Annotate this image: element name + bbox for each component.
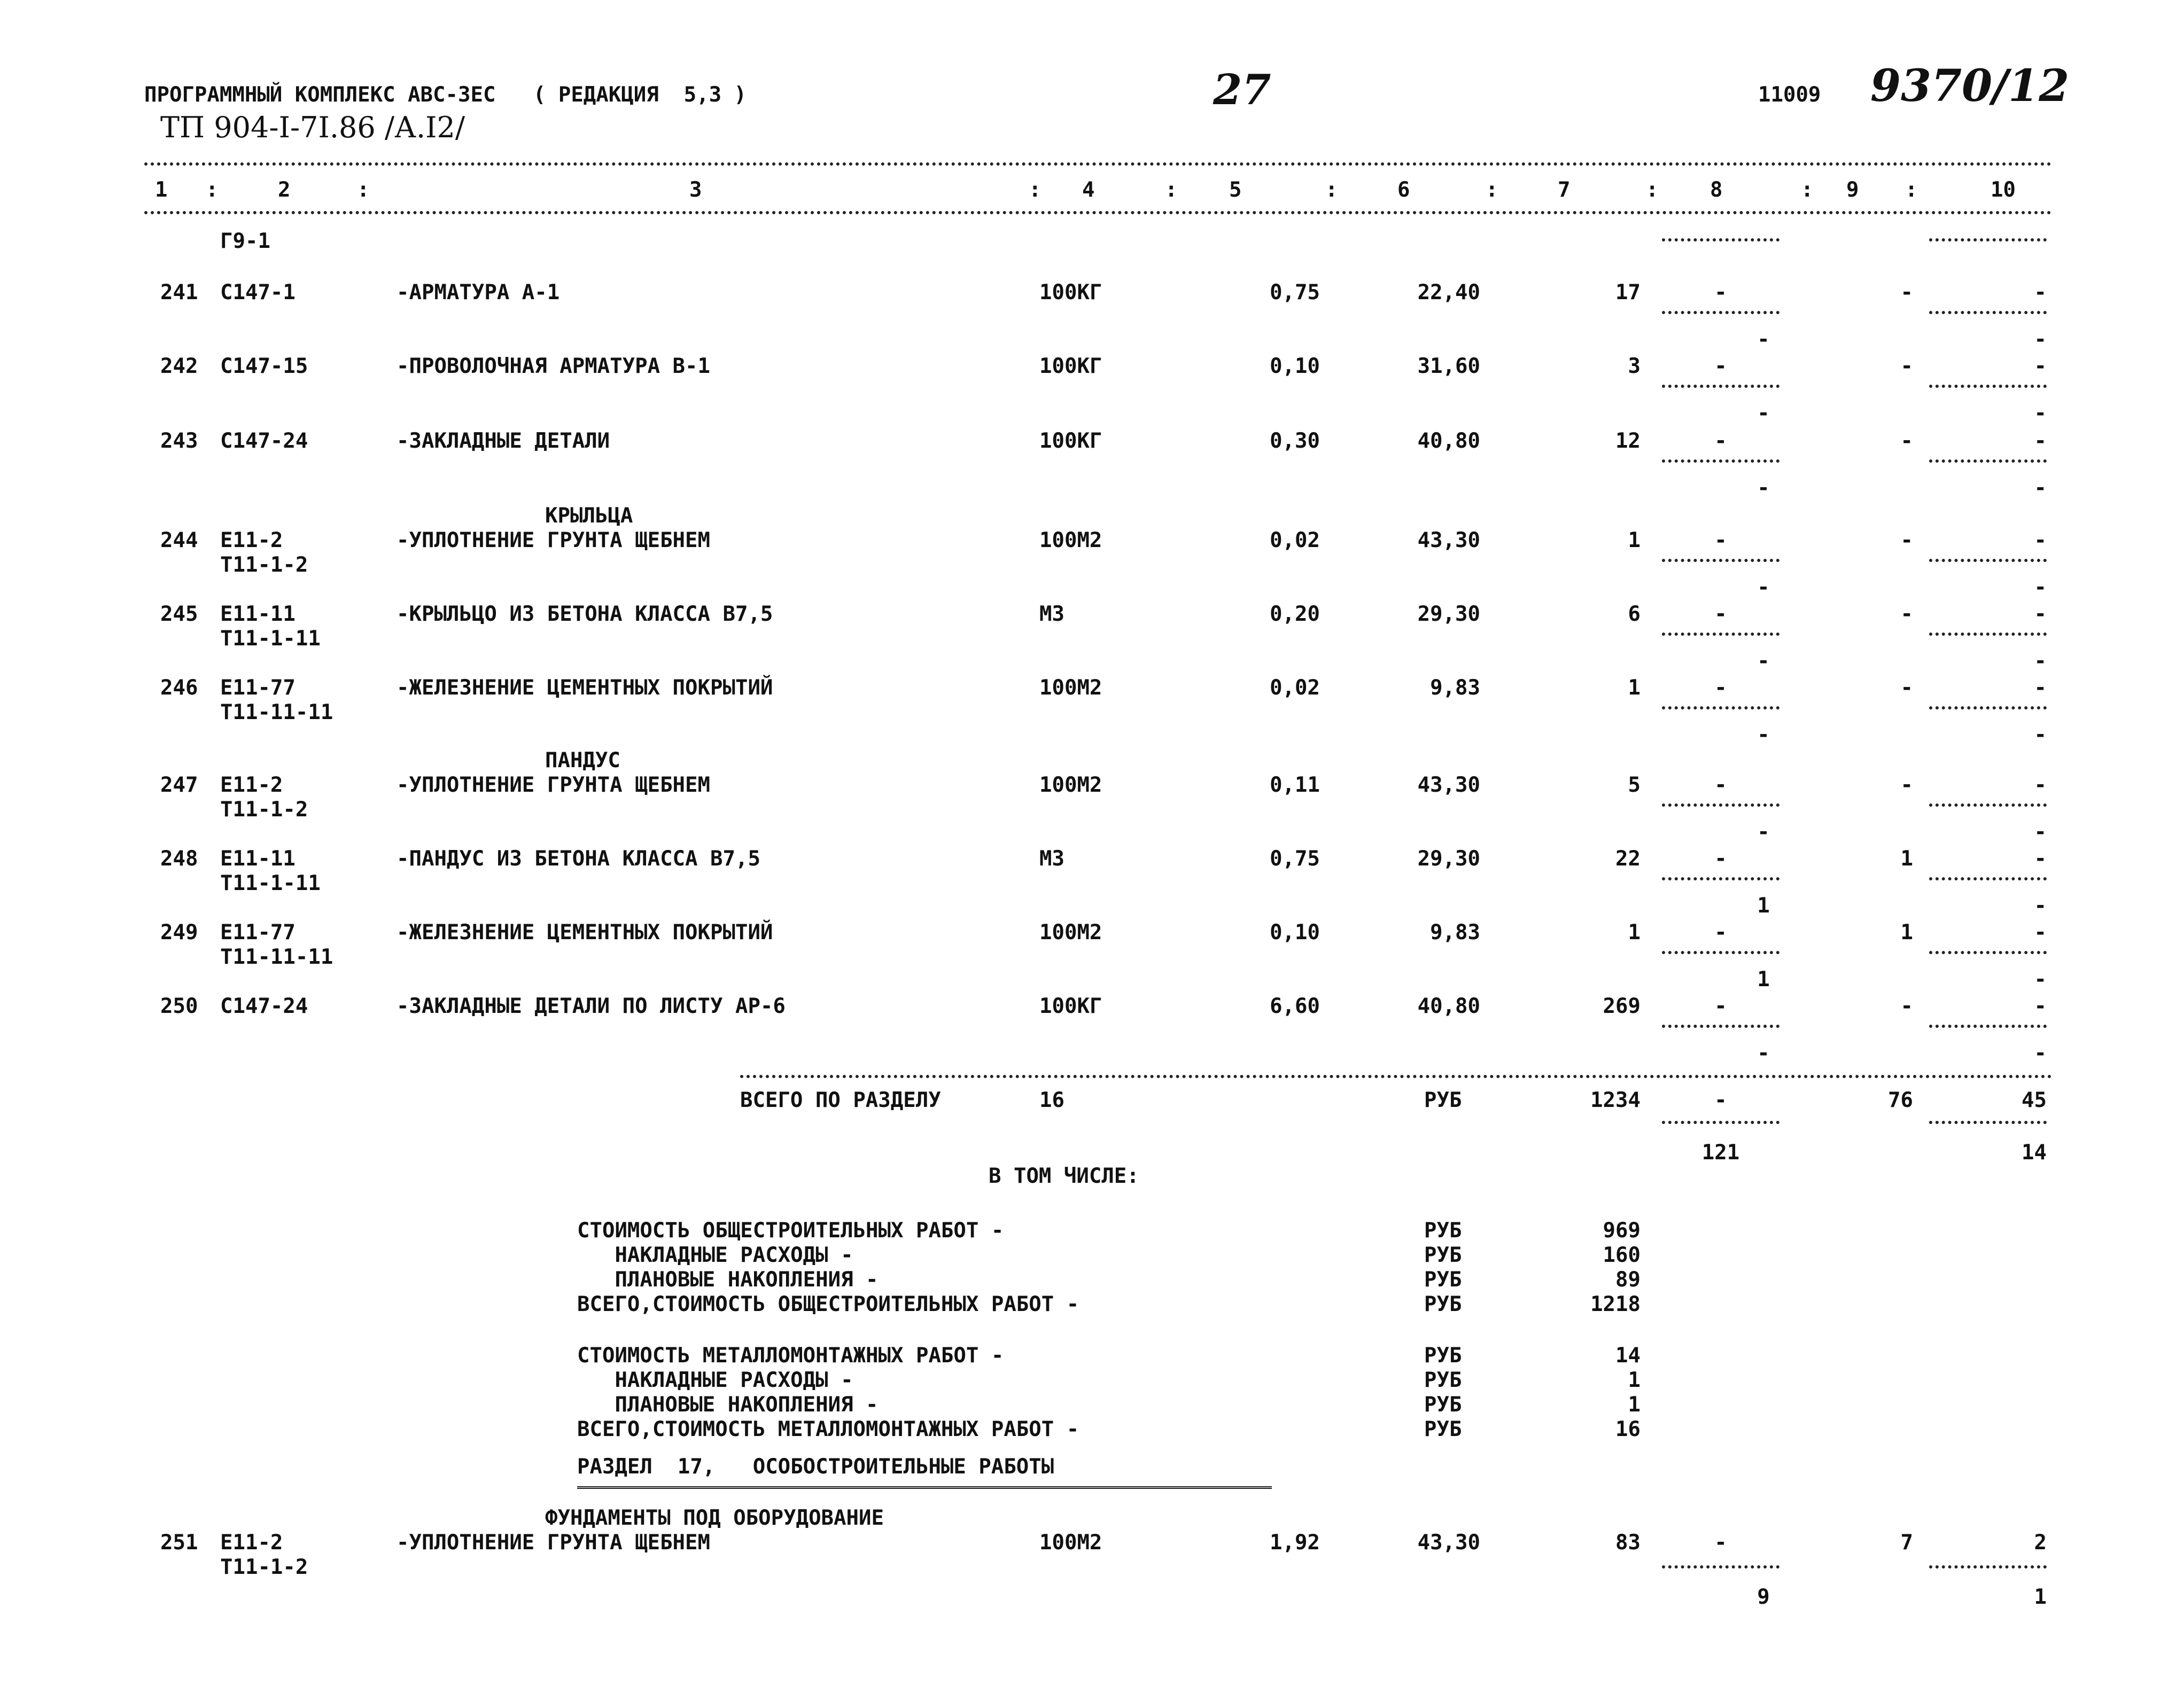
row-c9: - [1900,994,1913,1018]
row-c9: 1 [1900,920,1913,945]
section-17-subheader: ФУНДАМЕНТЫ ПОД ОБОРУДОВАНИЕ [545,1506,884,1530]
row-total: 22 [1615,847,1641,871]
summary-unit: РУБ [1424,1417,1462,1441]
row-name: -КРЫЛЬЦО ИЗ БЕТОНА КЛАССА В7,5 [397,602,773,626]
row-c10-rule [1929,951,2047,954]
column-separator: : [357,178,370,202]
summary-value: 1 [1628,1393,1641,1417]
row-c10-bottom: - [2034,894,2047,918]
row-251-code: Е11-2 [220,1531,283,1555]
column-header-10: 10 [1991,178,2016,202]
row-251-c8-top: - [1714,1531,1727,1555]
row-c10-rule [1929,633,2047,636]
project-code: ТП 904-I-7I.86 /А.I2/ [160,111,465,144]
row-c10-rule [1929,706,2047,709]
row-price: 40,80 [1417,994,1480,1018]
row-251-qty: 1,92 [1270,1531,1320,1555]
program-header: ПРОГРАММНЫЙ КОМПЛЕКС АВС-ЗЕС ( РЕДАКЦИЯ 5,3 ) [144,83,747,107]
group-header: Г9-1 [220,229,270,253]
document-code: 11009 [1758,83,1821,107]
row-c8-rule [1662,459,1779,463]
row-c8-bottom: - [1757,476,1770,500]
row-price: 29,30 [1417,602,1480,626]
row-code-secondary: Т11-11-11 [220,700,333,724]
row-c9: - [1900,602,1913,626]
row-code: С147-24 [220,429,308,453]
row-unit: 100КГ [1039,354,1102,378]
row-total: 1 [1628,920,1641,945]
summary-unit: РУБ [1424,1393,1462,1417]
row-number: 246 [160,676,198,700]
column-header-4: 4 [1082,178,1095,202]
summary-unit: РУБ [1424,1344,1462,1368]
row-c9: - [1900,354,1913,378]
row-total: 5 [1628,773,1641,797]
row-c10-rule [1929,877,2047,880]
row-c9: - [1900,773,1913,797]
handwritten-reference: 9370/12 [1870,60,2070,112]
row-c10-bottom: - [2034,476,2047,500]
row-c10-bottom: - [2034,649,2047,673]
row-c10-rule [1929,459,2047,463]
summary-label: НАКЛАДНЫЕ РАСХОДЫ - [577,1243,853,1267]
row-c10-bottom: - [2034,967,2047,992]
row-c8-top: - [1714,280,1727,305]
summary-value: 160 [1603,1243,1641,1267]
column-separator: : [1905,178,1918,202]
row-name: -ПАНДУС ИЗ БЕТОНА КЛАССА В7,5 [397,847,760,871]
row-c8-bottom: - [1757,820,1770,844]
row-unit: 100КГ [1039,429,1102,453]
row-c9: - [1900,676,1913,700]
row-quantity: 0,10 [1270,354,1320,378]
column-separator: : [1325,178,1338,202]
page-number: 27 [1213,66,1271,114]
row-number: 248 [160,847,198,871]
row-name: -УПЛОТНЕНИЕ ГРУНТА ЩЕБНЕМ [397,528,710,552]
row-c9: - [1900,429,1913,453]
section-total-c8-top: - [1714,1088,1727,1112]
row-quantity: 0,11 [1270,773,1320,797]
row-quantity: 0,30 [1270,429,1320,453]
row-c10-rule [1929,311,2047,314]
row-unit: 100М2 [1039,773,1102,797]
row-total: 6 [1628,602,1641,626]
group-c10-rule [1929,238,2047,241]
summary-label: ПЛАНОВЫЕ НАКОПЛЕНИЯ - [577,1393,879,1417]
row-price: 43,30 [1417,773,1480,797]
row-c8-top: - [1714,773,1727,797]
row-c10-bottom: - [2034,1041,2047,1065]
row-code: С147-1 [220,280,296,305]
row-c8-bottom: - [1757,723,1770,747]
including-label: В ТОМ ЧИСЛЕ: [989,1164,1139,1188]
section-total-c10-top: 45 [2022,1088,2047,1112]
row-c9: - [1900,280,1913,305]
column-header-3: 3 [689,178,702,202]
row-c8-top: - [1714,429,1727,453]
section-17-underline [577,1486,1272,1491]
row-unit: 100М2 [1039,676,1102,700]
row-quantity: 0,02 [1270,528,1320,552]
summary-unit: РУБ [1424,1219,1462,1243]
row-code-secondary: Т11-1-11 [220,627,321,651]
row-code-secondary: Т11-1-2 [220,553,308,577]
row-number: 249 [160,920,198,945]
row-unit: 100КГ [1039,994,1102,1018]
row-c10-top: - [2034,280,2047,305]
row-unit: 100М2 [1039,920,1102,945]
column-separator: : [206,178,219,202]
summary-value: 14 [1615,1344,1641,1368]
row-code-secondary: Т11-1-11 [220,871,321,895]
row-251-c10-rule [1929,1565,2047,1569]
row-251-c8-bottom: 9 [1757,1585,1770,1609]
row-number: 241 [160,280,198,305]
column-header-7: 7 [1558,178,1571,202]
row-c8-bottom: - [1757,327,1770,352]
summary-unit: РУБ [1424,1368,1462,1392]
row-c8-bottom: - [1757,401,1770,425]
section-total-amount: 1234 [1590,1088,1641,1112]
row-name: -ЗАКЛАДНЫЕ ДЕТАЛИ ПО ЛИСТУ АР-6 [397,994,786,1018]
row-c8-top: - [1714,528,1727,552]
row-c10-bottom: - [2034,575,2047,599]
total-top-rule [740,1075,2052,1078]
row-c8-rule [1662,311,1779,314]
row-c8-top: - [1714,676,1727,700]
row-price: 29,30 [1417,847,1480,871]
row-251-c8-rule [1662,1565,1779,1569]
summary-label: СТОИМОСТЬ ОБЩЕСТРОИТЕЛЬНЫХ РАБОТ - [577,1219,1004,1243]
row-total: 1 [1628,676,1641,700]
row-c8-rule [1662,633,1779,636]
row-name: -УПЛОТНЕНИЕ ГРУНТА ЩЕБНЕМ [397,773,710,797]
row-c8-bottom: - [1757,575,1770,599]
section-17-title: РАЗДЕЛ 17, ОСОБОСТРОИТЕЛЬНЫЕ РАБОТЫ [577,1455,1054,1479]
row-c9: - [1900,528,1913,552]
row-251-c10-top: 2 [2034,1531,2047,1555]
summary-value: 89 [1615,1268,1641,1292]
column-header-9: 9 [1846,178,1859,202]
row-c8-bottom: - [1757,649,1770,673]
row-c10-top: - [2034,354,2047,378]
row-c10-rule [1929,803,2047,807]
row-251-name: -УПЛОТНЕНИЕ ГРУНТА ЩЕБНЕМ [397,1531,710,1555]
row-c8-rule [1662,706,1779,709]
row-c8-top: - [1714,994,1727,1018]
row-price: 31,60 [1417,354,1480,378]
row-total: 269 [1603,994,1641,1018]
section-total-c8-bottom: 121 [1701,1141,1740,1165]
row-251-c10-bottom: 1 [2034,1585,2047,1609]
column-separator: : [1646,178,1659,202]
row-total: 12 [1615,429,1641,453]
row-c8-top: - [1714,602,1727,626]
row-number: 243 [160,429,198,453]
row-code: Е11-77 [220,676,296,700]
section-total-count: 16 [1039,1088,1064,1112]
row-c10-bottom: - [2034,723,2047,747]
row-code-secondary: Т11-11-11 [220,945,333,969]
row-c8-top: - [1714,354,1727,378]
row-price: 9,83 [1430,920,1480,945]
row-c9: 1 [1900,847,1913,871]
row-quantity: 0,10 [1270,920,1320,945]
column-header-5: 5 [1229,178,1242,202]
row-quantity: 0,20 [1270,602,1320,626]
row-unit: М3 [1039,602,1064,626]
row-number: 250 [160,994,198,1018]
row-name: -ЖЕЛЕЗНЕНИЕ ЦЕМЕНТНЫХ ПОКРЫТИЙ [397,676,773,700]
row-number: 242 [160,354,198,378]
row-c8-rule [1662,951,1779,954]
column-header-6: 6 [1397,178,1410,202]
row-total: 17 [1615,280,1641,305]
row-c10-bottom: - [2034,327,2047,352]
column-separator: : [1165,178,1178,202]
summary-label: ВСЕГО,СТОИМОСТЬ МЕТАЛЛОМОНТАЖНЫХ РАБОТ - [577,1417,1079,1441]
summary-value: 1218 [1590,1292,1641,1316]
section-total-c9: 76 [1888,1088,1913,1112]
row-code: Е11-2 [220,528,283,552]
row-quantity: 0,75 [1270,280,1320,305]
row-total: 1 [1628,528,1641,552]
row-unit: 100М2 [1039,528,1102,552]
row-c8-top: - [1714,847,1727,871]
row-total: 3 [1628,354,1641,378]
row-price: 22,40 [1417,280,1480,305]
summary-value: 16 [1615,1417,1641,1441]
row-name: -ЗАКЛАДНЫЕ ДЕТАЛИ [397,429,610,453]
column-header-8: 8 [1710,178,1723,202]
row-c10-rule [1929,559,2047,562]
row-c8-rule [1662,803,1779,807]
summary-unit: РУБ [1424,1292,1462,1316]
header-bottom-rule [144,211,2052,214]
row-c10-bottom: - [2034,401,2047,425]
row-c10-top: - [2034,429,2047,453]
summary-unit: РУБ [1424,1268,1462,1292]
row-code: Е11-11 [220,847,296,871]
column-separator: : [1486,178,1498,202]
row-subheader: ПАНДУС [545,748,620,773]
row-price: 40,80 [1417,429,1480,453]
row-c8-rule [1662,385,1779,388]
row-251-c9: 7 [1900,1531,1913,1555]
row-251-price: 43,30 [1417,1531,1480,1555]
row-code: С147-15 [220,354,308,378]
row-code: Е11-11 [220,602,296,626]
row-code-secondary: Т11-1-2 [220,798,308,822]
column-header-1: 1 [155,178,168,202]
summary-label: НАКЛАДНЫЕ РАСХОДЫ - [577,1368,853,1392]
row-c10-top: - [2034,994,2047,1018]
row-c10-rule [1929,385,2047,388]
row-price: 43,30 [1417,528,1480,552]
summary-unit: РУБ [1424,1243,1462,1267]
row-quantity: 6,60 [1270,994,1320,1018]
row-c8-rule [1662,559,1779,562]
row-251-unit: 100М2 [1039,1531,1102,1555]
summary-value: 1 [1628,1368,1641,1392]
column-separator: : [1029,178,1042,202]
row-code: Е11-77 [220,920,296,945]
row-c8-rule [1662,1025,1779,1028]
summary-label: ПЛАНОВЫЕ НАКОПЛЕНИЯ - [577,1268,879,1292]
row-251-code2: Т11-1-2 [220,1555,308,1579]
row-quantity: 0,02 [1270,676,1320,700]
row-c8-rule [1662,877,1779,880]
row-c8-bottom: 1 [1757,894,1770,918]
section-total-label: ВСЕГО ПО РАЗДЕЛУ [740,1088,941,1112]
row-name: -ЖЕЛЕЗНЕНИЕ ЦЕМЕНТНЫХ ПОКРЫТИЙ [397,920,773,945]
row-c8-bottom: 1 [1757,967,1770,992]
row-c10-top: - [2034,528,2047,552]
summary-label: ВСЕГО,СТОИМОСТЬ ОБЩЕСТРОИТЕЛЬНЫХ РАБОТ - [577,1292,1079,1316]
group-c8-rule [1662,238,1779,241]
summary-value: 969 [1603,1219,1641,1243]
row-c10-top: - [2034,602,2047,626]
row-c10-rule [1929,1025,2047,1028]
row-subheader: КРЫЛЬЦА [545,504,633,528]
row-c8-top: - [1714,920,1727,945]
row-code: С147-24 [220,994,308,1018]
total-c10-rule [1929,1121,2047,1124]
row-code: Е11-2 [220,773,283,797]
row-c8-bottom: - [1757,1041,1770,1065]
row-c10-top: - [2034,676,2047,700]
row-251-total: 83 [1615,1531,1641,1555]
row-unit: 100КГ [1039,280,1102,305]
row-name: -АРМАТУРА А-1 [397,280,560,305]
column-header-2: 2 [278,178,291,202]
row-quantity: 0,75 [1270,847,1320,871]
row-number: 244 [160,528,198,552]
summary-label: СТОИМОСТЬ МЕТАЛЛОМОНТАЖНЫХ РАБОТ - [577,1344,1004,1368]
row-251-number: 251 [160,1531,198,1555]
section-total-unit: РУБ [1424,1088,1462,1112]
row-name: -ПРОВОЛОЧНАЯ АРМАТУРА В-1 [397,354,710,378]
row-price: 9,83 [1430,676,1480,700]
header-top-rule [144,162,2052,166]
row-number: 245 [160,602,198,626]
row-unit: М3 [1039,847,1064,871]
row-c10-top: - [2034,773,2047,797]
column-separator: : [1801,178,1814,202]
row-c10-top: - [2034,847,2047,871]
section-total-c10-bottom: 14 [2022,1141,2047,1165]
row-c10-bottom: - [2034,820,2047,844]
total-c8-rule [1662,1121,1779,1124]
row-number: 247 [160,773,198,797]
row-c10-top: - [2034,920,2047,945]
